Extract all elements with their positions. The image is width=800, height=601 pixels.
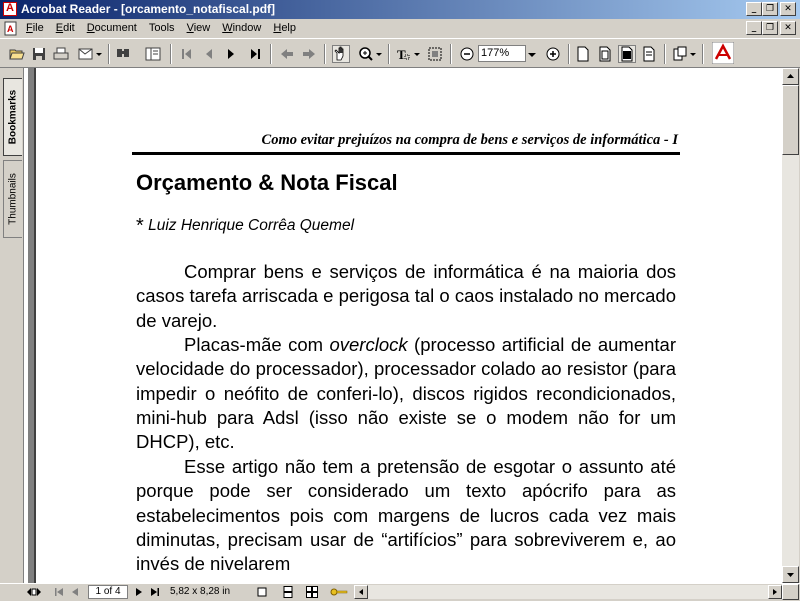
single-page-icon[interactable] [254,585,270,599]
open-icon[interactable] [8,45,26,63]
toolbar-separator [450,44,452,64]
scroll-right-button[interactable] [768,585,782,599]
title-bar [0,0,800,19]
toolbar-separator [324,44,326,64]
acrobat-app-icon[interactable] [3,2,17,16]
text-select-tool-icon[interactable] [394,45,422,63]
save-icon[interactable] [30,45,48,63]
key-icon[interactable] [328,585,350,599]
horizontal-scrollbar[interactable] [354,585,782,599]
first-page-icon[interactable] [178,45,196,63]
zoom-in-icon[interactable] [544,45,562,63]
menu-edit[interactable]: Edit [55,22,75,34]
previous-page-icon[interactable] [68,585,82,599]
zoom-out-icon[interactable] [458,45,476,63]
restore-button[interactable]: ❐ [762,2,778,16]
minimize-button[interactable]: _ [746,2,762,16]
toolbar-separator [664,44,666,64]
print-icon[interactable] [52,45,70,63]
vertical-scrollbar[interactable] [782,68,799,583]
paragraph-3: Esse artigo não tem a pretensão de esgotar o assunto até porque pode ser considerado um texto apócrifo para as estabelecimentos pois com margens de lucros cada vez mais diminutas, precisam usar de “artifícios” para sobreviverem e, ao invés de nivelarem [136,456,676,575]
tab-thumbnails[interactable]: Thumbnails [3,160,22,238]
overclock-term: overclock [329,334,408,355]
page-size: 5,82 x 8,28 in [170,586,231,597]
svg-text:A: A [7,24,14,34]
actual-size-icon[interactable] [574,45,592,63]
close-button[interactable]: ✕ [780,2,796,16]
next-page-icon[interactable] [132,585,146,599]
author-line [136,213,354,236]
status-bar [0,583,800,600]
show-navigation-pane-icon[interactable] [144,45,162,63]
go-back-icon[interactable] [278,45,296,63]
rotate-icon[interactable] [670,45,698,63]
menu-bar [0,19,800,38]
paragraph-2: Placas-mãe com overclock (processo artificial de aumentar velocidade do processador), processador colado ao resistor (para impedir o neófito de conferi-lo), discos rigidos recondicionados, mini-hub para Adsl (isso não existe se o modem não for um DHCP), etc. [136,334,676,453]
search-icon[interactable] [114,45,132,63]
menu-document[interactable]: Document [86,22,137,34]
hand-tool-icon[interactable] [332,45,350,63]
document-icon[interactable] [4,21,18,36]
menu-view[interactable]: View [186,22,211,34]
scroll-down-button[interactable] [782,566,799,583]
doc-restore-button[interactable]: ❐ [762,21,778,35]
page-number-field[interactable]: 1 of 4 [88,585,128,599]
tab-bookmarks[interactable]: Bookmarks [3,78,22,156]
window-title: Acrobat Reader - [orcamento_notafiscal.pdf] [21,2,276,16]
doc-close-button[interactable]: ✕ [780,21,796,35]
toolbar-separator [568,44,570,64]
author-name: Luiz Henrique Corrêa Quemel [148,217,355,234]
scroll-up-button[interactable] [782,68,799,85]
menu-window[interactable]: Window [222,22,262,34]
previous-page-icon[interactable] [200,45,218,63]
running-header: Como evitar prejuízos na compra de bens e serviços de informática - I [261,132,678,148]
email-icon[interactable] [76,45,104,63]
toolbar-separator [388,44,390,64]
last-page-icon[interactable] [246,45,264,63]
menu-file[interactable]: File [26,22,44,34]
fit-page-icon[interactable] [596,45,614,63]
toolbar-separator [702,44,704,64]
next-page-icon[interactable] [222,45,240,63]
zoom-input[interactable]: 177% [478,45,526,62]
continuous-icon[interactable] [280,585,296,599]
zoom-dropdown-icon[interactable] [526,45,538,63]
author-footnote-mark: * [136,215,144,237]
document-title: Orçamento & Nota Fiscal [136,170,398,195]
svg-text:T: T [397,47,406,62]
toolbar-separator [170,44,172,64]
toolbar [0,38,800,68]
acrobat-logo-icon[interactable] [712,42,734,64]
doc-minimize-button[interactable]: _ [746,21,762,35]
last-page-icon[interactable] [148,585,162,599]
scroll-left-button[interactable] [354,585,368,599]
go-forward-icon[interactable] [300,45,318,63]
paragraph-1: Comprar bens e serviços de informática é na maioria dos casos tarefa arriscada e perigosa tal o caos instalado no mercado de varejo. [136,261,676,331]
graphics-select-tool-icon[interactable] [426,45,444,63]
fit-width-icon[interactable] [618,45,636,63]
scroll-thumb[interactable] [782,85,799,155]
page-border [34,68,36,583]
continuous-facing-icon[interactable] [304,585,320,599]
first-page-icon[interactable] [52,585,66,599]
toolbar-separator [108,44,110,64]
navigation-tabs [0,68,24,583]
menu-tools[interactable]: Tools [148,22,175,34]
zoom-in-tool-icon[interactable] [356,45,384,63]
toolbar-separator [270,44,272,64]
reflow-icon[interactable] [640,45,658,63]
header-rule [132,152,680,155]
menu-help[interactable]: Help [273,22,296,34]
resize-grip[interactable] [782,584,799,600]
page-menu-icon[interactable] [24,585,44,599]
